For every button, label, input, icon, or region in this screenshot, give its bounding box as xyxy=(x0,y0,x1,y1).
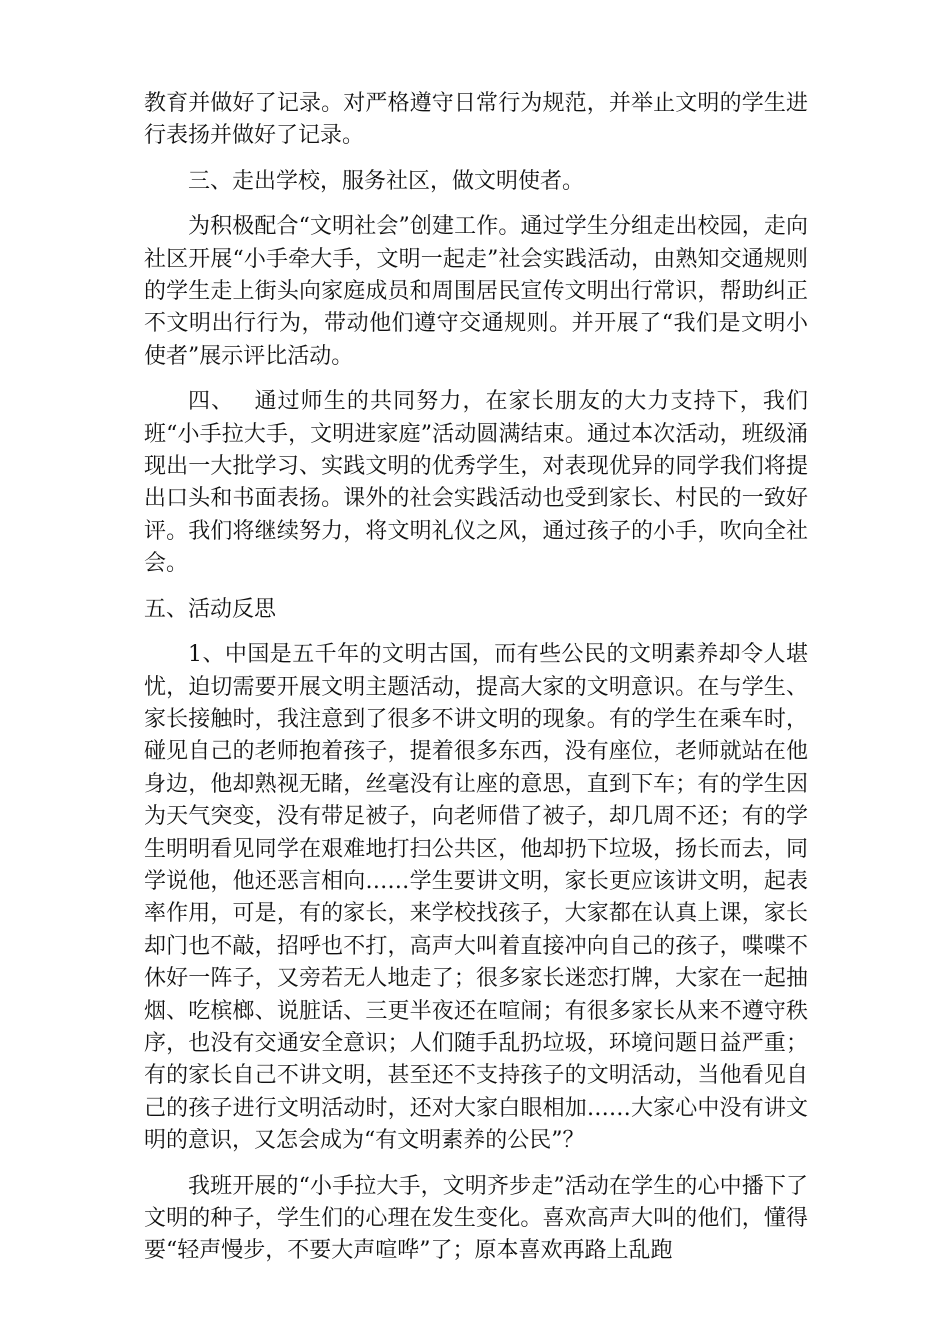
heading-section-three: 三、走出学校，服务社区，做文明使者。 xyxy=(188,168,585,194)
paragraph-section-four: 四、 通过师生的共同努力，在家长朋友的大力支持下，我们班“小手拉大手，文明进家庭”活动圆满结束。通过本次活动，班级涌现出一大批学习、实践文明的优秀学生，对表现优异的同学我们将提出口头和书面表扬。课外的社会实践活动也受到家长、村民的一致好评。我们将继续努力，将文明礼仪之风，通过孩子的小手，吹向全社会。 xyxy=(144,389,808,577)
paragraph-reflection-one: 1、中国是五千年的文明古国，而有些公民的文明素养却令人堪忧，迫切需要开展文明主题活动，提高大家的文明意识。在与学生、家长接触时，我注意到了很多不讲文明的现象。有的学生在乘车时，碰见自己的老师抱着孩子，提着很多东西，没有座位，老师就站在他身边，他却熟视无睹，丝毫没有让座的意思，直到下车；有的学生因为天气突变，没有带足被子，向老师借了被子，却几周不还；有的学生明明看见同学在艰难地打扫公共区，他却扔下垃圾，扬长而去，同学说他，他还恶言相向……学生要讲文明，家长更应该讲文明，起表率作用，可是，有的家长，来学校找孩子，大家都在认真上课，家长却门也不敲，招呼也不打，高声大叫着直接冲向自己的孩子，喋喋不休好一阵子，又旁若无人地走了；很多家长迷恋打牌，大家在一起抽烟、吃槟榔、说脏话、三更半夜还在喧闹；有很多家长从来不遵守秩序，也没有交通安全意识；人们随手乱扔垃圾，环境问题日益严重；有的家长自己不讲文明，甚至还不支持孩子的文明活动，当他看见自己的孩子进行文明活动时，还对大家白眼相加……大家心中没有讲文明的意识，又怎会成为“有文明素养的公民”？ xyxy=(144,642,808,1154)
paragraph-community-service: 为积极配合“文明社会”创建工作。通过学生分组走出校园，走向社区开展“小手牵大手，文明一起走”社会实践活动，由熟知交通规则的学生走上街头向家庭成员和周围居民宣传文明出行常识，帮助纠正不文明出行行为，带动他们遵守交通规则。并开展了“我们是文明小使者”展示评比活动。 xyxy=(144,214,808,369)
document-page xyxy=(144,88,808,1281)
paragraph-record-note: 教育并做好了记录。对严格遵守日常行为规范，并举止文明的学生进行表扬并做好了记录。 xyxy=(144,91,808,149)
paragraph-class-activity: 我班开展的“小手拉大手，文明齐步走”活动在学生的心中播下了文明的种子，学生们的心理在发生变化。喜欢高声大叫的他们，懂得要“轻声慢步，不要大声喧哗”了；原本喜欢再路上乱跑 xyxy=(144,1173,808,1264)
heading-activity-reflection: 五、活动反思 xyxy=(144,596,277,622)
